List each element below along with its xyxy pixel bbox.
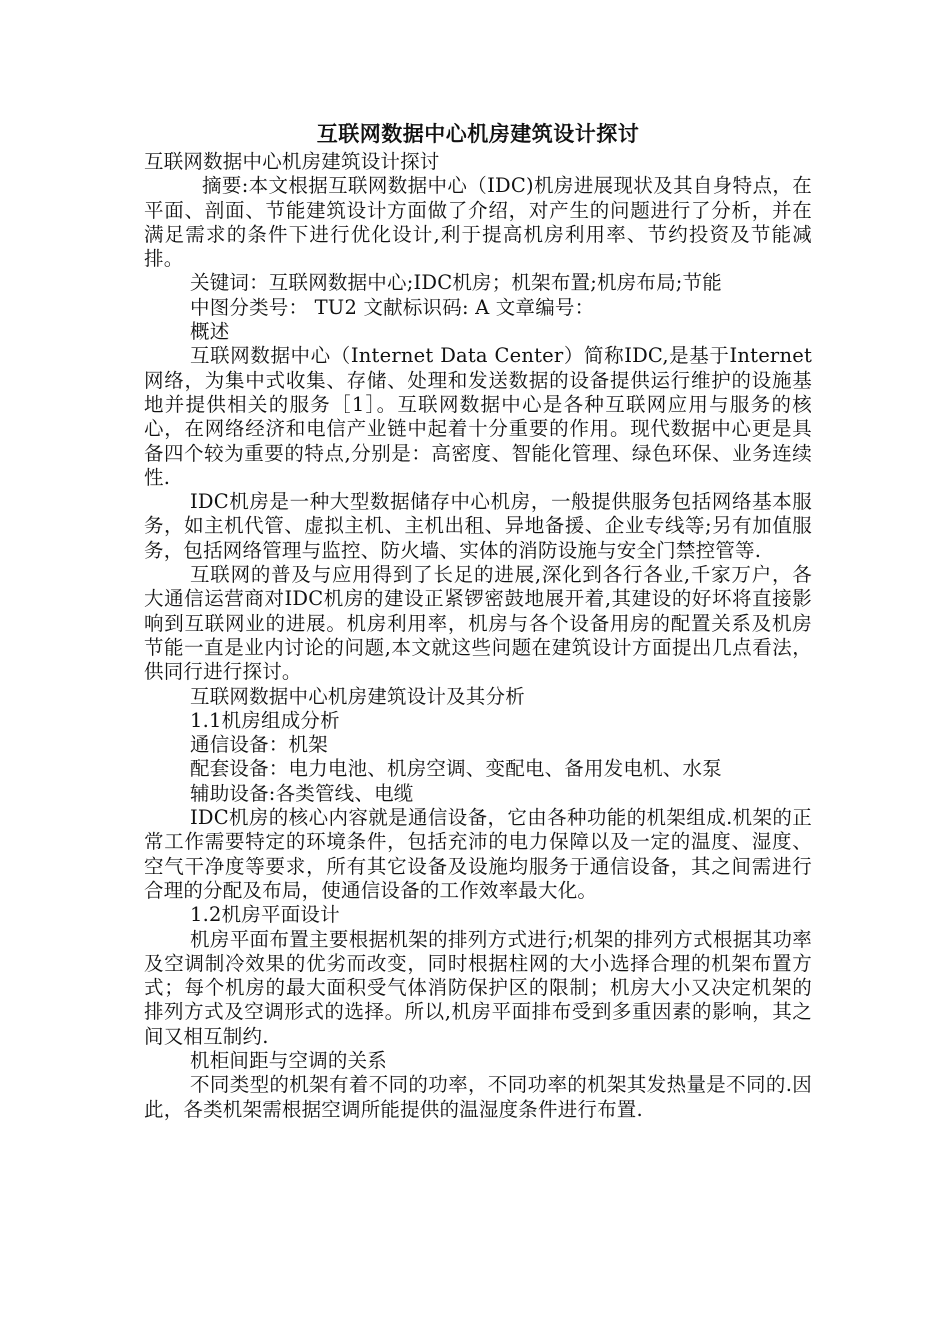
- paragraph: IDC机房是一种大型数据储存中心机房，一般提供服务包括网络基本服务，如主机代管、虚拟主机、主机出租、异地备援、企业专线等;另有加值服务，包括网络管理与监控、防火墙、实体的消防设施与安全门禁控管等.: [144, 490, 812, 562]
- paragraph: 机柜间距与空调的关系: [190, 1048, 388, 1072]
- paragraph: 互联网数据中心（Internet Data Center）简称IDC,是基于Internet网络，为集中式收集、存储、处理和发送数据的设备提供运行维护的设施基地并提供相关的服务［1］。互联网数据中心是各种互联网应用与服务的核心，在网络经济和电信产业链中起着十分重要的作用。现代数据中心更是具备四个较为重要的特点,分别是：高密度、智能化管理、绿色环保、业务连续性.: [144, 344, 812, 489]
- paragraph: 不同类型的机架有着不同的功率，不同功率的机架其发热量是不同的.因此，各类机架需根据空调所能提供的温湿度条件进行布置.: [144, 1073, 812, 1121]
- paragraph: 通信设备：机架: [190, 733, 328, 757]
- paragraph: 互联网的普及与应用得到了长足的进展,深化到各行各业,千家万户，各大通信运营商对IDC机房的建设正紧锣密鼓地展开着,其建设的好坏将直接影响到互联网业的进展。机房利用率，机房与各个设备用房的配置关系及机房节能一直是业内讨论的问题,本文就这些问题在建筑设计方面提出几点看法，供同行进行探讨。: [144, 563, 812, 684]
- paragraph: 概述: [190, 320, 230, 344]
- paragraph: 关键词：互联网数据中心;IDC机房；机架布置;机房布局;节能: [190, 271, 722, 295]
- paragraph: 1.2机房平面设计: [190, 903, 340, 927]
- paragraph: 中图分类号： TU2 文献标识码: A 文章编号：: [190, 295, 595, 319]
- paragraph: 摘要:本文根据互联网数据中心（IDC)机房进展现状及其自身特点，在平面、剖面、节能建筑设计方面做了介绍，对产生的问题进行了分析，并在满足需求的条件下进行优化设计,利于提高机房利用率、节约投资及节能减排。: [144, 174, 812, 271]
- paragraph: IDC机房的核心内容就是通信设备，它由各种功能的机架组成.机架的正常工作需要特定的环境条件，包括充沛的电力保障以及一定的温度、湿度、空气干净度等要求，所有其它设备及设施均服务于通信设备，其之间需进行合理的分配及布局，使通信设备的工作效率最大化。: [144, 806, 812, 902]
- document-page: [144, 118, 812, 1122]
- paragraph: 机房平面布置主要根据机架的排列方式进行;机架的排列方式根据其功率及空调制冷效果的优劣而改变，同时根据柱网的大小选择合理的机架布置方式；每个机房的最大面积受气体消防保护区的限制；机房大小又决定机架的排列方式及空调形式的选择。所以,机房平面排布受到多重因素的影响，其之间又相互制约.: [144, 927, 812, 1048]
- paragraph: 互联网数据中心机房建筑设计探讨: [144, 150, 440, 173]
- paragraph: 1.1机房组成分析: [190, 708, 340, 732]
- paragraph: 辅助设备:各类管线、电缆: [190, 781, 414, 805]
- paragraph: 互联网数据中心机房建筑设计及其分析: [190, 684, 525, 708]
- document-title: 互联网数据中心机房建筑设计探讨: [316, 121, 640, 146]
- document-body: [144, 150, 812, 1122]
- paragraph: 配套设备：电力电池、机房空调、变配电、备用发电机、水泵: [190, 757, 722, 781]
